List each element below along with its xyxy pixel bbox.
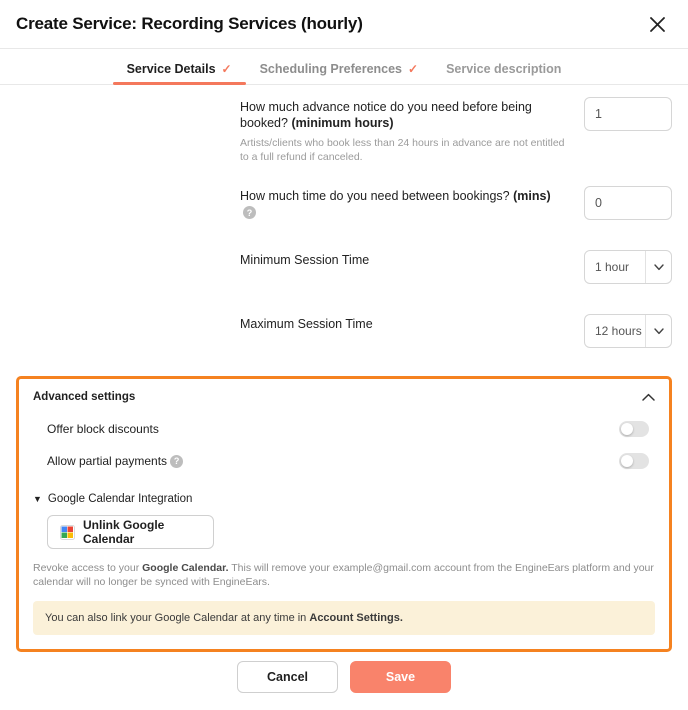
maximum-session-select[interactable] — [584, 314, 672, 348]
field-maximum-session-time — [16, 314, 672, 358]
tab-scheduling-preferences-label: Scheduling Preferences — [259, 62, 403, 76]
google-calendar-header[interactable] — [33, 493, 655, 505]
advance-notice-label-text: How much advance notice do you need before being booked? — [240, 100, 532, 130]
maximum-session-value: 12 hours — [595, 324, 642, 338]
google-calendar-icon — [60, 525, 75, 540]
allow-partial-payments-label — [47, 454, 183, 468]
between-bookings-label-text: How much time do you need between bookings? — [240, 189, 510, 203]
chevron-up-icon[interactable] — [642, 393, 655, 401]
advance-notice-field — [584, 97, 672, 131]
advanced-settings-header[interactable] — [33, 389, 655, 411]
cancel-button[interactable]: Cancel — [237, 661, 338, 693]
maximum-session-field — [584, 314, 672, 348]
offer-block-discounts-label: Offer block discounts — [47, 422, 159, 436]
notice-bold: Account Settings. — [309, 612, 403, 624]
tab-bar — [0, 49, 688, 85]
account-settings-notice — [33, 601, 655, 635]
close-icon[interactable] — [644, 11, 670, 37]
minimum-session-labels — [240, 250, 584, 268]
allow-partial-payments-text: Allow partial payments — [47, 454, 168, 468]
between-bookings-input[interactable] — [584, 186, 672, 220]
check-icon: ✓ — [408, 62, 419, 76]
triangle-down-icon: ▼ — [33, 494, 42, 504]
minimum-session-select[interactable] — [584, 250, 672, 284]
maximum-session-label: Maximum Session Time — [240, 317, 373, 331]
tab-service-description[interactable] — [432, 62, 575, 84]
chevron-down-icon — [645, 315, 671, 347]
tab-service-details-label: Service Details — [126, 62, 216, 76]
advance-notice-help-text: Artists/clients who book less than 24 hours in advance are not entitled to a full refund if canceled. — [240, 137, 565, 163]
between-bookings-label — [240, 188, 570, 220]
offer-block-discounts-toggle[interactable] — [619, 421, 649, 437]
maximum-session-labels — [240, 314, 584, 332]
page-title: Create Service: Recording Services (hourly) — [16, 14, 363, 33]
notice-prefix: You can also link your Google Calendar at any time in — [45, 612, 310, 624]
google-calendar-title: Google Calendar Integration — [47, 493, 193, 505]
field-minimum-session-time — [16, 250, 672, 294]
row-offer-block-discounts — [33, 415, 655, 443]
chevron-down-icon — [645, 251, 671, 283]
advance-notice-label-bold: (minimum hours) — [291, 116, 394, 130]
minimum-session-value: 1 hour — [595, 260, 630, 274]
minimum-session-label: Minimum Session Time — [240, 253, 370, 267]
check-icon: ✓ — [221, 62, 232, 76]
allow-partial-payments-toggle[interactable] — [619, 453, 649, 469]
advance-notice-input[interactable] — [584, 97, 672, 131]
revoke-description — [33, 561, 655, 589]
advanced-settings-panel — [16, 376, 672, 652]
between-bookings-labels — [240, 186, 584, 220]
minimum-session-field — [584, 250, 672, 284]
modal-body — [0, 85, 688, 652]
tab-scheduling-preferences[interactable] — [246, 62, 432, 84]
between-bookings-label-bold: (mins) — [513, 189, 551, 203]
help-icon[interactable]: ? — [170, 455, 183, 468]
advance-notice-label — [240, 99, 570, 131]
modal-header — [0, 0, 688, 49]
modal-footer — [0, 652, 688, 710]
tab-service-description-label: Service description — [446, 62, 562, 76]
form-scroll-area — [0, 85, 688, 652]
advance-notice-labels — [240, 97, 584, 164]
tab-service-details[interactable] — [113, 62, 246, 84]
revoke-bold: Google Calendar. — [142, 562, 229, 574]
toggle-knob — [621, 423, 633, 435]
advanced-settings-title: Advanced settings — [33, 391, 136, 403]
unlink-google-calendar-label: Unlink Google Calendar — [83, 518, 165, 546]
row-allow-partial-payments — [33, 447, 655, 475]
save-button[interactable]: Save — [350, 661, 451, 693]
unlink-google-calendar-button[interactable] — [47, 515, 214, 549]
between-bookings-field — [584, 186, 672, 220]
google-calendar-section — [33, 493, 655, 635]
field-time-between-bookings — [16, 186, 672, 230]
toggle-knob — [621, 455, 633, 467]
revoke-suffix: This will remove your example@gmail.com account from the EngineEars platform and your calendar will no longer be synced with EngineEars. — [33, 562, 654, 588]
field-advance-notice — [16, 97, 672, 164]
help-icon[interactable]: ? — [243, 206, 256, 219]
revoke-prefix: Revoke access to your — [33, 562, 143, 574]
